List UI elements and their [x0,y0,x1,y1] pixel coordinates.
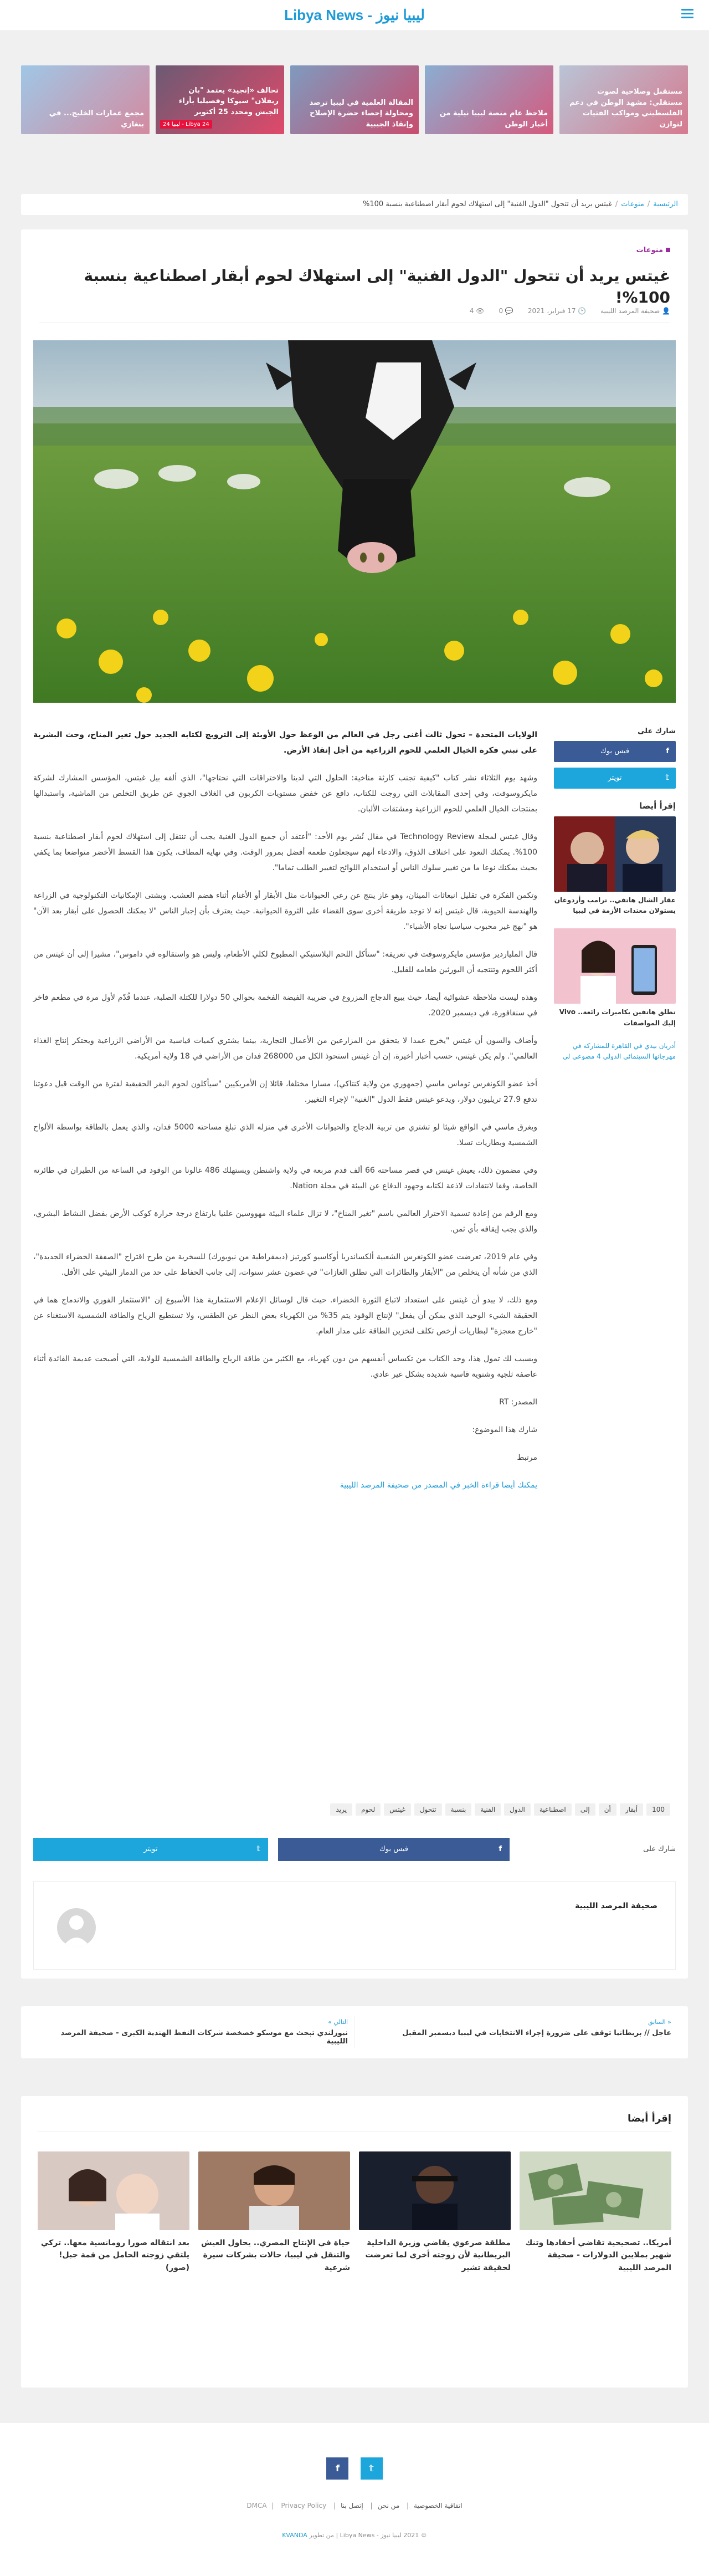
featured-card[interactable] [21,65,150,134]
footer [0,2423,709,2576]
related-article[interactable] [359,2151,511,2274]
article-paragraph: وشهد يوم الثلاثاء نشر كتاب "كيفية تجنب كارثة مناخية: الحلول التي لدينا والاختراقات التي نحتاجها"، الذي ألفه بيل غيتس، المؤسس المشارك لشركة مايكروسوفت، وفي إحدى المقابلات التي روجت للكتاب، دافع عن خفض مستويات الكربون في الغلاف الجوي عن طريق التخلص من الماشية، واستبدالها بمنتجات الخيال العلمي للحوم الزراعية ومشتقات الألبان. [33,774,537,814]
copyright: © 2021 ليبيا نيوز - Libya News | من تطوير KVANDA [282,2532,427,2539]
footer-link-privacy-ar[interactable]: اتفاقية الخصوصية [414,2502,463,2509]
sidebar-article-title: تطلق هاتفين بكاميرات رائعة.. Vivo إليك المواصفات [559,1008,676,1027]
sidebar-article[interactable] [554,816,676,916]
meta-views: 👁 4 [469,307,485,315]
tag-item[interactable]: لحوم [356,1803,381,1816]
article-paragraph: ويغرق ماسي في الواقع شيئا لو تشتري من تربية الدجاج والحيوانات الأخرى في منزله الذي تبلغ مساحته 5000 فدان، والذي يعمل بالطاقة بواسطة الألواح الشمسية وبطاريات تسلا. [33,1123,537,1147]
top-bar [0,0,709,31]
article-paragraph: أخذ عضو الكونغرس توماس ماسي (جمهوري من ولاية كنتاكي)، مسارا مختلفا، قائلا إن الأمريكيين "سيأكلون لحوم البقر الحقيقية لفترة من الوقت قبل دعوتنا تدفع 27.9 تريليون دولار، ويدعو غيتس فقط الدول "الغنية" لإجراء التغيير. [33,1080,537,1104]
tag-item[interactable]: تتحول [414,1803,442,1816]
tag-item[interactable]: الدول [504,1803,531,1816]
footer-link-about[interactable]: من نحن [377,2502,400,2509]
read-source-link[interactable]: يمكنك أيضا قراءة الخبر في المصدر من صحيفة المرصد الليبية [340,1481,537,1490]
footer-links: اتفاقية الخصوصية| من نحن| إتصل بنا| DMCA | Privacy Policy [246,2502,463,2509]
article-paragraph: وقال غيتس لمجلة Technology Review في مقال نُشر يوم الأحد: "أعتقد أن جميع الدول الغنية يجب أن تنتقل إلى استهلاك لحوم أبقار اصطناعية بنسبة 100%. يمكنك التعود على اختلاف الذوق، والادعاء أنهم سيجعلون طعمه أفضل بمرور الوقت. وفي نهاية المطاف، يكون هذا القسط الأخضر متواضعا بما يكفي بحيث يمكنك نوعا ما من تغيير سلوك الناس أو استخدام اللوائح لتغيير الطلب تماما". [33,832,537,872]
related-article[interactable] [198,2151,350,2274]
cow-in-field-image [33,340,676,703]
footer-link-privacy-policy[interactable]: Privacy Policy [281,2502,327,2509]
facebook-icon: f [666,747,669,755]
next-post-link[interactable] [38,2018,348,2046]
twitter-icon[interactable]: 𝕥 [361,2457,383,2480]
breadcrumb-home[interactable]: الرئيسية [653,200,678,208]
sidebar-article[interactable] [554,928,676,1028]
previous-title: عاجل // بريطانيا توقف على ضرورة إجراء الانتخابات في ليبيا ديسمبر المقبل [402,2029,671,2037]
featured-title: ملاحظ عام منصة ليبيا نيلية من أخبار الوطن [439,109,548,129]
featured-badge: Libya 24 - ليبيا 24 [160,120,212,129]
article-paragraph: وفي مضمون ذلك، يعيش غيتس في قصر مساحته 66 ألف قدم مربعة في ولاية واشنطن ويستهلك 486 غالونا من الوقود في الساعة من الطيران في طائرته الخاصة، وفقا لانتقادات لاذعة لكتابه وجهود الدفاع عن البيئة في مجلة Nation. [33,1166,537,1190]
menu-icon[interactable] [681,9,693,19]
featured-strip [21,65,688,134]
twitter-share-button[interactable]: 𝕥 تويتر [33,1838,268,1861]
facebook-share-button[interactable]: f فيس بوك [278,1838,510,1861]
sidebar-thumbnail [554,816,676,892]
author-box [33,1881,676,1970]
breadcrumb-category[interactable]: منوعات [621,200,644,208]
featured-card[interactable] [156,65,284,134]
post-meta [470,307,670,315]
source-line: المصدر: RT [499,1398,537,1407]
facebook-share-button[interactable]: f فيس بوك [554,741,676,762]
post-navigation [21,2006,688,2058]
sidebar-thumbnail [554,928,676,1004]
related-grid [38,2151,671,2274]
article-paragraph: قال الملياردير مؤسس مايكروسوفت في تعريفه: "ستأكل اللحم البلاستيكي المطبوخ لكلي الأطعام، وليس هو واستقالوه في داموس"، مشيرا إلى أن غيتس من أكثر اللحوم وتنتجيه أن اليورثين طعامه للقليل. [33,950,537,974]
site-logo[interactable]: ليبيا نيوز - Libya News [284,7,425,23]
category-tag[interactable]: منوعات [636,246,670,254]
share-label: شارك على [638,727,676,735]
related-posts [21,2096,688,2388]
share-topic-label: شارك هذا الموضوع: [472,1425,537,1434]
article-paragraph: وبسبب لك تمول هذا، وجد الكتاب من تكساس أنفسهم من دون كهرباء، مع الكثير من طاقة الرياح والطاقة الشمسية للولاية، التي أصبحت عديمة الفائدة أثناء عاصفة ثلجية وشتوية قاسية شديدة بشكل غير عادي. [33,1355,537,1379]
featured-card[interactable] [425,65,553,134]
related-label: مرتبط [517,1453,537,1462]
hero-image [33,340,676,703]
avatar [57,1908,96,1947]
article-paragraph: وهذه ليست ملاحظة عشوائية أيضا، حيث يبيع الدجاج المزروع في ضريبة الفيضة الفخمة بحوالي 50 دولارا للكتلة الصلبة، عندما قُدّم لأول مرة في مطعم فاخر في سنغافورة، في ديسمبر 2020. [33,993,538,1018]
tag-item[interactable]: يريد [330,1803,352,1816]
breadcrumb-current: غيتس يريد أن تتحول "الدول الفنية" إلى استهلاك لحوم أبقار اصطناعية بنسبة 100% [363,200,612,208]
tag-item[interactable]: 100 [646,1803,670,1816]
sidebar-article[interactable] [554,1041,676,1062]
twitter-icon: 𝕥 [256,1845,260,1853]
featured-card[interactable] [559,65,688,134]
next-label: التالي » [328,2018,348,2026]
meta-author[interactable]: 👤 صحيفة المرصد الليبية [600,307,670,315]
related-thumbnail [520,2151,671,2230]
tag-item[interactable]: بنسبة [445,1803,472,1816]
meta-comments[interactable]: 💬 0 [499,307,513,315]
previous-label: « السابق [648,2018,671,2026]
article-body [33,727,537,1505]
author-name[interactable]: صحيفة المرصد الليبية [575,1902,657,1910]
footer-social [0,2457,709,2480]
bottom-share-bar [33,1838,676,1862]
tag-item[interactable]: الفنية [475,1803,501,1816]
related-heading: إقرأ أيضا [627,2113,671,2124]
related-title: حياة في الإنتاج المصري.. يحاول العيش والتنقل في ليبيا، حالات بشركات سيرة شرعية [201,2238,350,2272]
article-paragraph: وتكمن الفكرة في تقليل انبعاثات الميثان، وهو غاز ينتج عن رعي الحيوانات مثل الأبقار أو الأغنام أثناء هضم العشب. وبشتى الإمكانيات التكنولوجية في الزراعة والهندسة الحيوية، قال غيتس إنه لا توجد طريقة أخرى سوى القضاء على الثروة الحيوانية. حيث يعترف بأن إجبار الناس "لا يمكنك الحصول على أبقار بعد الآن" هو "نهج غير محبوب سياسيا تجاه الأشياء". [33,891,537,931]
footer-link-dmca[interactable]: DMCA [246,2502,267,2509]
featured-title: مجمع عمارات الخليج... في بنغازي [49,109,144,129]
facebook-icon[interactable]: f [326,2457,348,2480]
related-title: أمريكا.. تصحيحية تقاضي أحفادها وتنك شهير بملايين الدولارات - صحيفة المرصد الليبية [525,2238,671,2272]
next-title: نيوزلندي تبحث مع موسكو خصخصة شركات النفط الهندية الكبرى - صحيفة المرصد الليبية [60,2029,348,2046]
article-paragraph: وفي عام 2019، تعرضت عضو الكونغرس الشعبية ألكساندريا أوكاسيو كورتيز (ديمقراطية من نيويورك) للسخرية من طرح اقتراح "الصفقة الخضراء الجديدة"، الذي من شأنه أن يتخلص من "الأبقار والطائرات التي تطلق الغازات" في غضون عشر سنوات، إلى جانب الحفاظ على حد من الدمار البيئي على الأقل. [33,1253,538,1277]
tags-list [39,1803,670,1816]
related-title: مطلقة صرعوي يقاضي وزيرة الداخلية البريطانية لأن زوجته أخرى لما تعرضت لحقيقة تشير [365,2238,511,2272]
article-paragraph: وأضاف والسون أن غيتس "يخرج عمدا لا يتحقق من المزارعين من الأعمال التجارية، بينما يشتري كميات قياسية من الأراضي الزراعية ويحتكر إنتاج الغذاء العالمي". ولم يكن غيتس، حسب أخبار أخيرة، إن أن غيتس استحوذ الكل من 268000 فدان من الأراضي في 18 ولاية أمريكية. [33,1036,537,1061]
tag-item[interactable]: اصطناعية [534,1803,572,1816]
featured-title: المقالة العلمية في ليبيا ترصد ومحاولة إحصاء حضرة الإصلاح وإنقاذ الجيبية [309,98,413,129]
related-thumbnail [38,2151,189,2230]
share-label: شارك على [643,1845,676,1853]
related-title: بعد انتقاله صورا رومانسية معها.. تركي يلتقي زوجته الحامل من فمة جبل! (صور) [40,2238,189,2272]
post-title: غيتس يريد أن تتحول "الدول الفنية" إلى استهلاك لحوم أبقار اصطناعية بنسبة 100%! [84,267,670,307]
featured-title: تحالف «إنجيد» يعتمد "بان ريفلان" سيوكا وفصيليا بأزاء الجيش ومحدد 25 أكتوبر [178,86,279,116]
tag-item[interactable]: أن [599,1803,616,1816]
tag-item[interactable]: إلى [575,1803,595,1816]
related-article[interactable] [38,2151,189,2274]
also-read-heading: إقرأ أيضا [639,801,676,811]
article-card [21,229,688,1979]
tag-item[interactable]: غيتس [384,1803,411,1816]
breadcrumb: الرئيسية/منوعات/غيتس يريد أن تتحول "الدول الفنية" إلى استهلاك لحوم أبقار اصطناعية بنسبة 100% [21,194,688,215]
featured-card[interactable] [290,65,419,134]
sidebar [554,727,676,1074]
tag-item[interactable]: أبقار [620,1803,643,1816]
facebook-icon: f [499,1845,502,1853]
previous-post-link[interactable] [361,2018,671,2037]
article-paragraph: ومع ذلك، لا يبدو أن غيتس على استعداد لاتباع الثورة الخضراء. حيث قال لوسائل الإعلام الاستثمارية هذا الأسبوع إن "الاستثمار الفوري والاندماج هما في الحقيقة الشيء الوحيد الذي يمكن أن يفعل" لإنتاج الوقود يتم 35% من الكهرباء بعض النظر عن الطقس، ولا تستطيع الرياح والطاقة الشمسية الاستغناء عن "خارج معجزة" لبطاريات أرخص تكلف لتخزين الطاقة على مدار العام. [33,1296,538,1336]
featured-title: مستقبل وصلاحية لصوت مستقلي: مشهد الوطن في دعم الفلسطيني ومواكب الفتيات لتوازن [569,88,682,129]
article-paragraph: الولايات المتحدة – تحول ثالث أغنى رجل في العالم من الوعظ حول الأوبئة إلى الترويج لكتابه الجديد حول تغير المناخ، وحث البشرية على تبني فكرة الخيال العلمي للحوم الزراعية من أجل إنقاذ الأرض. [33,730,537,755]
developer-link[interactable]: KVANDA [282,2532,307,2539]
sidebar-article-title: أدريان بيدي في القاهرة للمشاركة في مهرجانها السينمائي الدولي 4 مصوعي لي [562,1041,676,1060]
related-article[interactable] [520,2151,671,2274]
meta-date: 🕑 17 فبراير، 2021 [527,307,587,315]
related-thumbnail [359,2151,511,2230]
article-paragraph: ومع الرقم من إعادة تسمية الاحترار العالمي باسم "تغير المناخ"، لا تزال علماء البيئة مهووسين علنيا بارتفاع درجة حرارة كوكب الأرض بفضل النشاط البشري، والذي يجب إيقافه بأي ثمن. [33,1209,537,1234]
twitter-icon: 𝕥 [665,774,669,782]
divider [354,2016,355,2048]
related-thumbnail [198,2151,350,2230]
twitter-share-button[interactable]: 𝕥 تويتر [554,768,676,789]
sidebar-article-title: عقار الشال هاتفي.. ترامب وأردوغان يستولان معتدات الأزمة في ليبيا [554,896,676,915]
footer-link-contact[interactable]: إتصل بنا [341,2502,363,2509]
